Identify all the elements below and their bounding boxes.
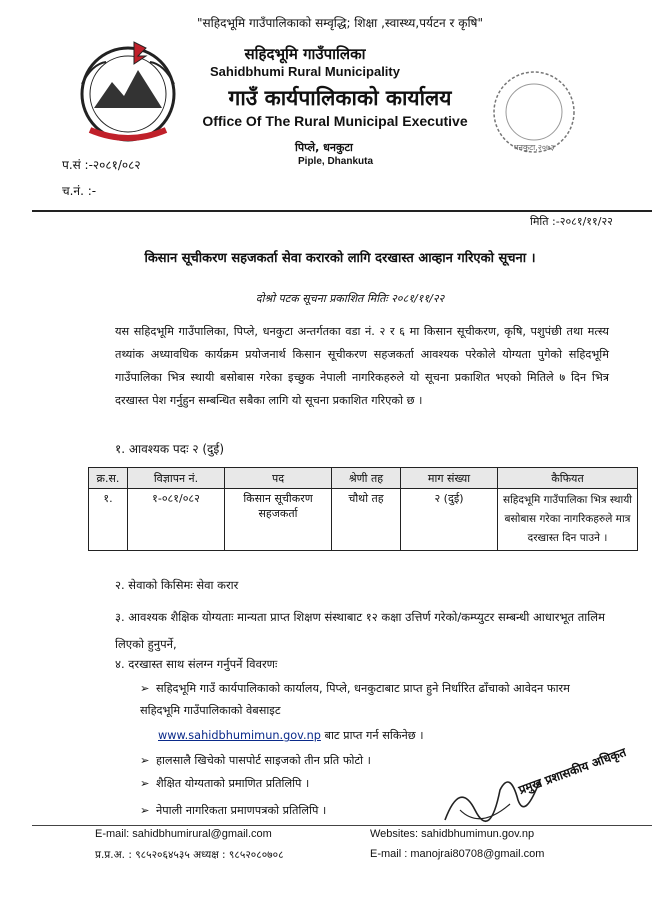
bullet-text: सहिदभूमि गाउँ कार्यपालिकाको कार्यालय, पिप्ले, धनकुटाबाट प्राप्त हुने निर्धारित ढाँचाको आवेदन फारम सहिदभूमि गाउँपालिकाको वेबसाइट xyxy=(140,682,570,717)
section-required-posts: १. आवश्यक पदः २ (दुई) xyxy=(115,442,225,456)
nepal-emblem-logo xyxy=(72,34,184,146)
office-name-english: Office Of The Rural Municipal Executive xyxy=(202,113,468,129)
footer-divider xyxy=(32,825,652,826)
list-item xyxy=(140,753,371,768)
header-divider xyxy=(32,210,652,212)
cell-post: किसान सूचीकरण सहजकर्ता xyxy=(225,489,332,551)
address-english: Piple, Dhankuta xyxy=(298,156,374,167)
office-stamp xyxy=(488,66,580,158)
section-attachments: ४. दरखास्त साथ संलग्न गर्नुपर्ने विवरणः xyxy=(115,657,278,671)
cell-ad-number: १-०८१/०८२ xyxy=(128,489,225,551)
table-row xyxy=(89,489,638,551)
reference-number: प.सं :-२०८१/०८२ xyxy=(62,158,141,172)
arrow-bullet-icon: ➢ xyxy=(140,777,150,790)
th-ad-number: विज्ञापन नं. xyxy=(128,468,225,489)
footer-phone: प्र.प्र.अ. : ९८५२०६४५३५ अध्यक्ष : ९८५२०८०७०८ xyxy=(95,849,284,861)
th-post: पद xyxy=(225,468,332,489)
bullet-text: हालसालै खिचेको पासपोर्ट साइजको तीन प्रति फोटो । xyxy=(156,754,371,767)
municipality-name-nepali: सहिदभूमि गाउँपालिका xyxy=(244,45,366,63)
address-nepali: पिप्ले, धनकुटा xyxy=(295,141,353,154)
list-item xyxy=(140,678,600,722)
th-level: श्रेणी तह xyxy=(332,468,401,489)
signatory-title: प्रमुख प्रशासकीय अधिकृत xyxy=(516,745,629,798)
arrow-bullet-icon: ➢ xyxy=(140,682,150,695)
bullet-text: नेपाली नागरिकता प्रमाणपत्रको प्रतिलिपि । xyxy=(156,804,327,817)
notice-body: यस सहिदभूमि गाउँपालिका, पिप्ले, धनकुटा अन्तर्गतका वडा नं. २ र ६ मा किसान सूचीकरण, कृषि, पशुपंछी तथा मत्स्य तथ्यांक अध्यावधिक कार्यक्रम प्रयोजनार्थ किसान सूचीकरण सहजकर्ता आवश्यक परेकोले योग्यता पुगेको सहिदभूमि गाउँपालिका भित्र स्थायी बसोबास गरेका इच्छुक नेपाली नागरिकहरुले यो सूचना प्रकाशित भएको मितिले ७ दिन भित्र दरखास्त पेश गर्नुहुन सम्बन्धित सबैका लागि यो सूचना प्रकाशित गरिएको छ । xyxy=(115,325,609,407)
th-remarks: कैफियत xyxy=(498,468,638,489)
cell-demand: २ (दुई) xyxy=(401,489,498,551)
cell-level: चौथो तह xyxy=(332,489,401,551)
notice-subtitle: दोश्रो पटक सूचना प्रकाशित मितिः २०८१/११/२२ xyxy=(255,292,445,305)
municipality-name-english: Sahidbhumi Rural Municipality xyxy=(210,64,400,79)
cell-remarks: सहिदभूमि गाउँपालिका भित्र स्थायी बसोबास गरेका नागरिकहरुले मात्र दरखास्त दिन पाउने । xyxy=(498,489,638,551)
stamp-text: धनकुटा,२०७३ xyxy=(513,143,555,152)
th-demand: माग संख्या xyxy=(401,468,498,489)
website-suffix: बाट प्राप्त गर्न सकिनेछ । xyxy=(320,729,424,742)
section-qualification: ३. आवश्यक शैक्षिक योग्यताः मान्यता प्राप्त शिक्षण संस्थाबाट १२ कक्षा उत्तिर्ण गरेको/कम्प्युटर सम्बन्धी आधारभूत तालिम लिएको हुनुपर्ने, xyxy=(115,610,605,651)
motto: "सहिदभूमि गाउँपालिकाको सम्वृद्धि; शिक्षा ,स्वास्थ्य,पर्यटन र कृषि" xyxy=(196,16,484,30)
bullet-text: शैक्षित योग्यताको प्रमाणित प्रतिलिपि । xyxy=(156,777,310,790)
notice-title: किसान सूचीकरण सहजकर्ता सेवा करारको लागि दरखास्त आव्हान गरिएको सूचना । xyxy=(144,251,536,266)
arrow-bullet-icon: ➢ xyxy=(140,804,150,817)
posts-table xyxy=(88,467,638,551)
th-sn: क्र.स. xyxy=(89,468,128,489)
footer-email: E-mail: sahidbhumirural@gmail.com xyxy=(95,828,272,840)
list-item xyxy=(140,803,326,818)
date: मिति :-२०८१/११/२२ xyxy=(530,215,613,228)
dispatch-number: च.नं. :- xyxy=(62,184,97,198)
arrow-bullet-icon: ➢ xyxy=(140,754,150,767)
footer-email-2: E-mail : manojrai80708@gmail.com xyxy=(370,848,545,860)
cell-sn: १. xyxy=(89,489,128,551)
table-header-row xyxy=(89,468,638,489)
website-line xyxy=(158,728,424,743)
section-service-type: २. सेवाको किसिमः सेवा करार xyxy=(115,578,239,592)
office-name-nepali: गाउँ कार्यपालिकाको कार्यालय xyxy=(228,86,452,110)
footer-websites: Websites: sahidbhumimun.gov.np xyxy=(370,828,535,840)
website-link[interactable]: www.sahidbhumimun.gov.np xyxy=(158,729,321,742)
signature xyxy=(440,760,550,832)
list-item xyxy=(140,776,309,791)
